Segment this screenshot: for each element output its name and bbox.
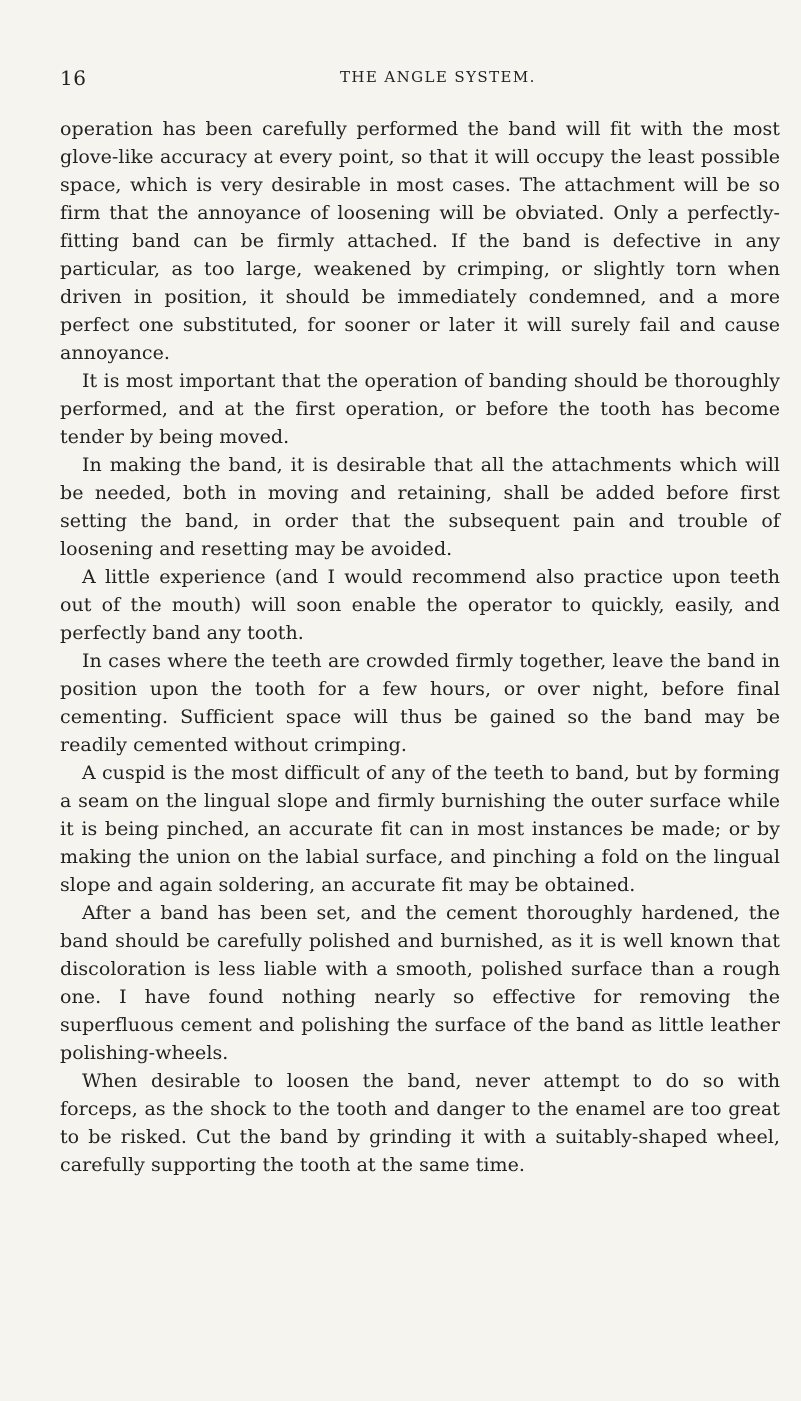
paragraph-3: In making the band, it is desirable that all the attachments which will be needed, both in moving and retaining, shall be added before first setting the band, in order that the subsequent pain and trouble of loosening and resetting may be avoided. xyxy=(60,454,780,560)
paragraph-8: When desirable to loosen the band, never attempt to do so with forceps, as the shock to the tooth and danger to the enamel are too great to be risked. Cut the band by grinding it with a suitably-shaped wheel, carefully supporting the tooth at the same time. xyxy=(60,1070,780,1176)
paragraph-6: A cuspid is the most difficult of any of the teeth to band, but by forming a seam on the lingual slope and firmly burnishing the outer surface while it is being pinched, an accurate fit can in most instances be made; or by making the union on the labial surface, and pinching a fold on the lingual slope and again soldering, an accurate fit may be obtained. xyxy=(60,762,780,896)
paragraph-1: operation has been carefully performed the band will fit with the most glove-like accuracy at every point, so that it will occupy the least possible space, which is very desirable in most cases. The attachment will be so firm that the annoyance of loosening will be obviated. Only a perfectly-fitting band can be firmly attached. If the band is defective in any particular, as too large, weakened by crimping, or slightly torn when driven in position, it should be immediately condemned, and a more perfect one substituted, for sooner or later it will surely fail and cause annoyance. xyxy=(60,118,780,364)
paragraph-4: A little experience (and I would recommend also practice upon teeth out of the mouth) will soon enable the operator to quickly, easily, and perfectly band any tooth. xyxy=(60,566,780,644)
body-text xyxy=(60,115,780,1179)
paragraph-2: It is most important that the operation of banding should be thoroughly performed, and at the first operation, or before the tooth has become tender by being moved. xyxy=(60,370,780,448)
paragraph-7: After a band has been set, and the cement thoroughly hardened, the band should be carefully polished and burnished, as it is well known that discoloration is less liable with a smooth, polished surface than a rough one. I have found nothing nearly so effective for removing the superfluous cement and polishing the surface of the band as little leather polishing-wheels. xyxy=(60,902,780,1064)
page-header xyxy=(60,66,780,88)
running-head: THE ANGLE SYSTEM. xyxy=(340,68,536,86)
paragraph-5: In cases where the teeth are crowded firmly together, leave the band in position upon the tooth for a few hours, or over night, before final cementing. Sufficient space will thus be gained so the band may be readily cemented without crimping. xyxy=(60,650,780,756)
page-number: 16 xyxy=(60,66,87,90)
